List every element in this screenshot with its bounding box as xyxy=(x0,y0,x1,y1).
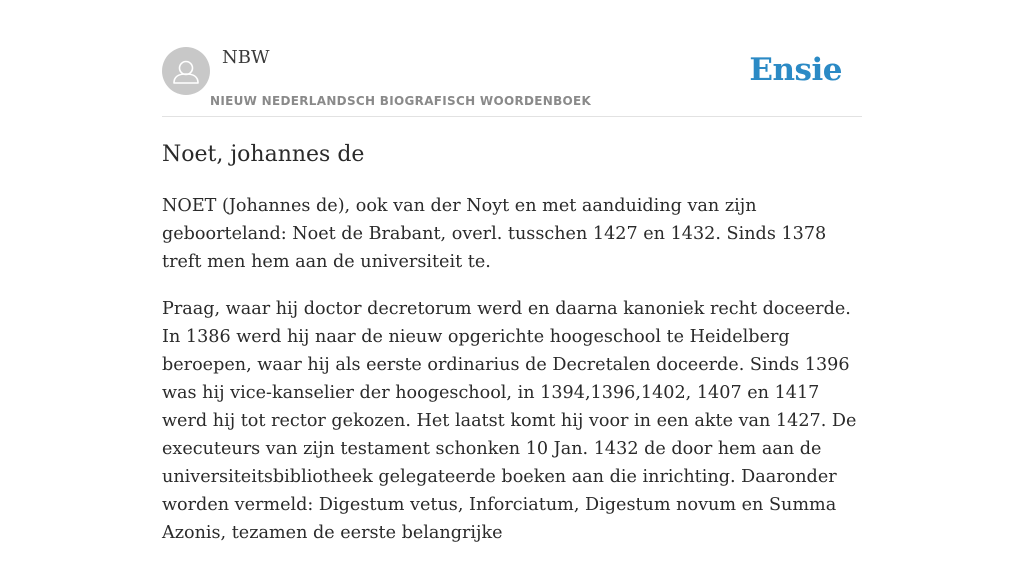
article-paragraph: NOET (Johannes de), ook van der Noyt en met aanduiding van zijn geboorteland: Noet de Brabant, overl. tusschen 1427 en 1432. Sinds 1378 treft men hem aan de universiteit te. xyxy=(162,196,827,272)
source-name[interactable]: NBW xyxy=(222,47,270,68)
article-body xyxy=(162,192,862,566)
source-header xyxy=(162,46,862,117)
article-title: Noet, johannes de xyxy=(162,142,365,167)
article-paragraph: Praag, waar hij doctor decretorum werd en daarna kanoniek recht doceerde. In 1386 werd hij naar de nieuw opgerichte hoogeschool te Heidelberg beroepen, waar hij als eerste ordinarius de Decretalen doceerde. Sinds 1396 was hij vice-kanselier der hoogeschool, in 1394,1396,1402, 1407 en 1417 werd hij tot rector gekozen. Het laatst komt hij voor in een akte van 1427. De executeurs van zijn testament schonken 10 Jan. 1432 de door hem aan de universiteitsbibliotheek gelegateerde boeken aan die inrichting. Daaronder worden vermeld: Digestum vetus, Inforciatum, Digestum novum en Summa Azonis, tezamen de eerste belangrijke xyxy=(162,299,857,543)
person-icon[interactable] xyxy=(162,47,210,95)
ensie-logo[interactable]: Ensie xyxy=(749,52,842,88)
source-full-name[interactable]: NIEUW NEDERLANDSCH BIOGRAFISCH WOORDENBOEK xyxy=(210,94,592,108)
